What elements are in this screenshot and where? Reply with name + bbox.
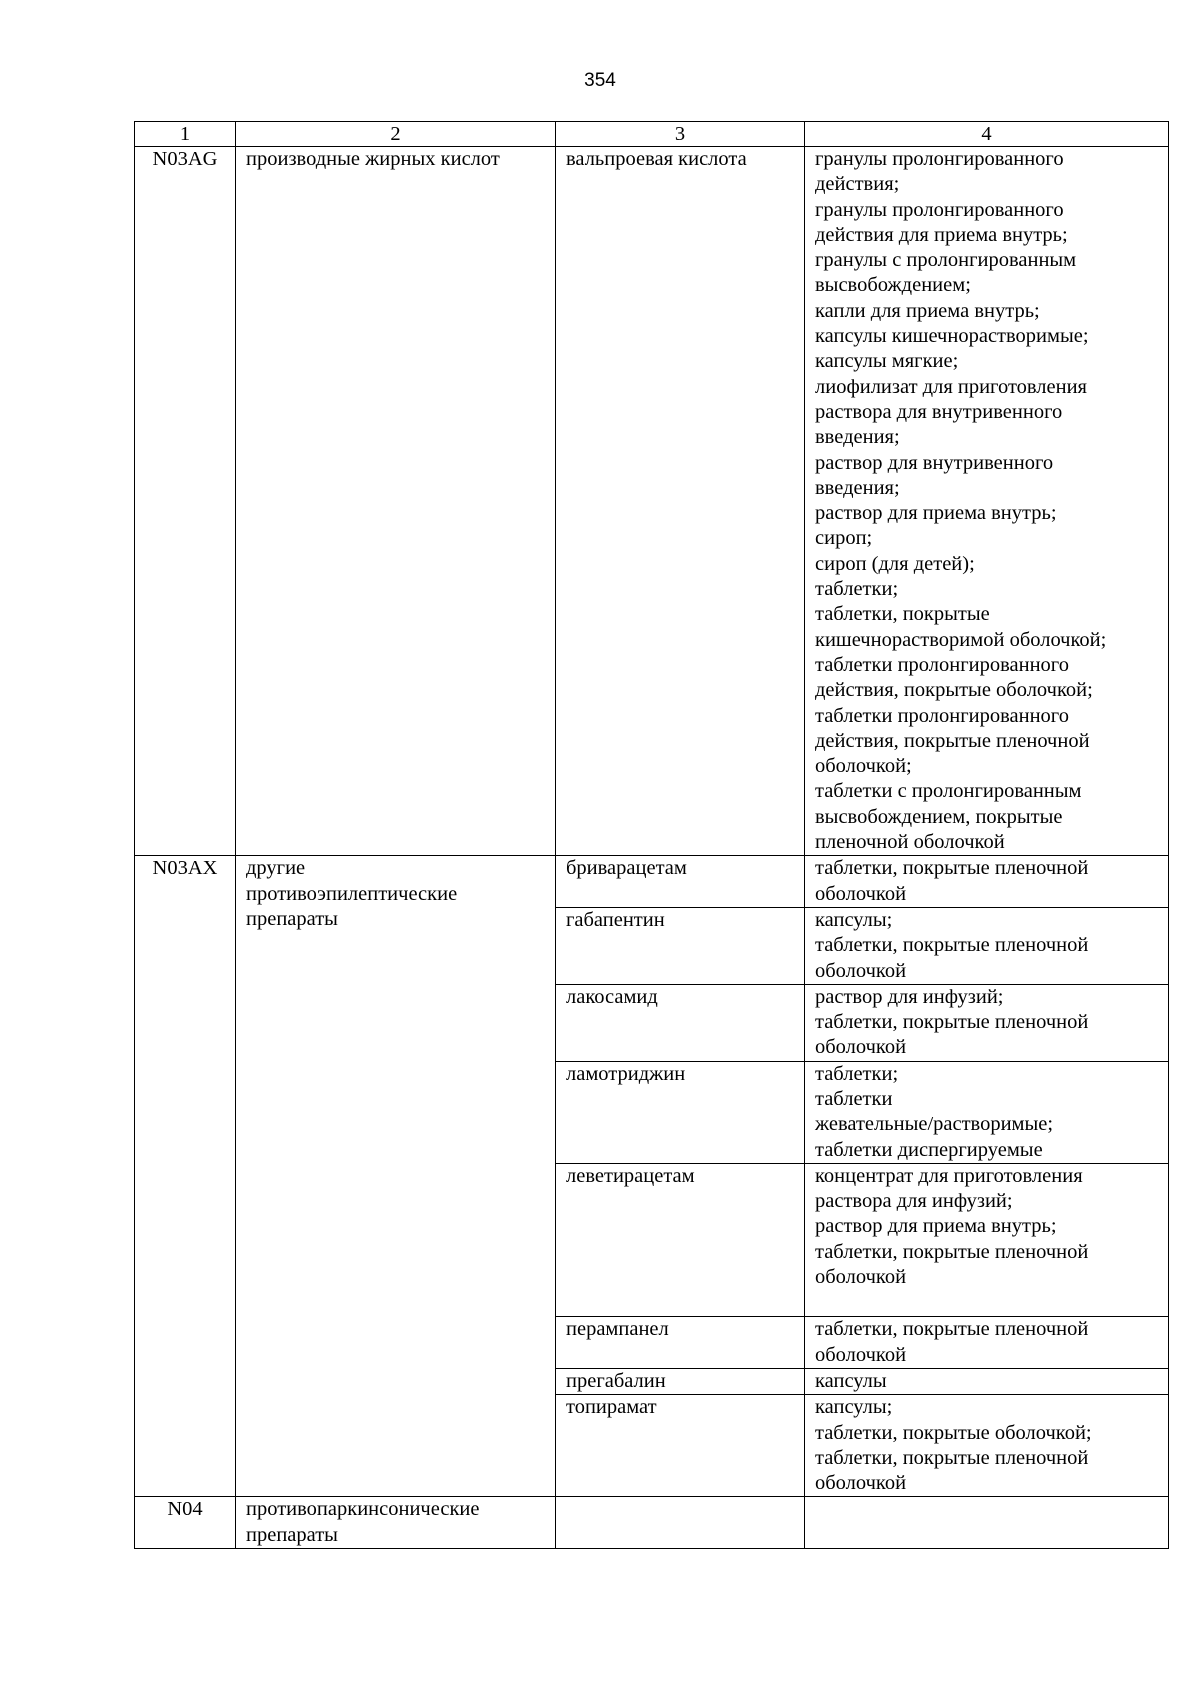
dosage-form-line: раствор для инфузий; (815, 985, 1004, 1008)
dosage-form-line: таблетки, покрытые пленочной (815, 934, 1089, 957)
dosage-form-line: капсулы мягкие; (815, 350, 959, 373)
dosage-form-line: таблетки с пролонгированным (815, 780, 1082, 803)
drug-name-cell: прегабалин (556, 1368, 805, 1394)
dosage-form-line: таблетки; (815, 578, 899, 601)
group-name-line: производные жирных кислот (246, 148, 500, 170)
group-name-cell (236, 147, 556, 856)
dosage-form-line: жевательные/растворимые; (815, 1113, 1054, 1136)
dosage-form-line: раствора для инфузий; (815, 1190, 1013, 1213)
dosage-form-line: сироп (для детей); (815, 552, 975, 575)
dosage-forms-cell (805, 856, 1169, 908)
group-name-cell (236, 1497, 556, 1549)
atc-code-cell: N03AX (135, 856, 236, 1497)
table-row (135, 1497, 1169, 1549)
dosage-forms-cell (805, 1163, 1169, 1316)
dosage-form-line: оболочкой (815, 1472, 907, 1495)
dosage-form-line: капсулы; (815, 1396, 893, 1419)
dosage-form-line: действия, покрытые пленочной (815, 729, 1090, 752)
group-name-cell (236, 856, 556, 1497)
dosage-form-line: сироп; (815, 527, 873, 550)
dosage-form-line: капли для приема внутрь; (815, 299, 1040, 322)
header-cell-3: 3 (556, 122, 805, 147)
table-row (135, 856, 1169, 908)
dosage-form-line: высвобождением, покрытые (815, 805, 1063, 828)
dosage-form-line: оболочкой (815, 959, 907, 982)
dosage-form-line: высвобождением; (815, 274, 971, 297)
dosage-forms-cell (805, 1395, 1169, 1497)
drug-name-cell: габапентин (556, 907, 805, 984)
table-row (135, 147, 1169, 856)
dosage-form-line: таблетки, покрытые пленочной (815, 857, 1089, 880)
dosage-forms-cell (805, 984, 1169, 1061)
dosage-form-line: оболочкой; (815, 755, 912, 778)
dosage-form-line: действия; (815, 173, 900, 196)
dosage-form-line: концентрат для приготовления (815, 1164, 1083, 1187)
dosage-form-line: введения; (815, 426, 900, 449)
drug-table (134, 121, 1169, 1549)
dosage-form-line: пленочной оболочкой (815, 831, 1005, 854)
header-cell-1: 1 (135, 122, 236, 147)
dosage-form-line: капсулы кишечнорастворимые; (815, 325, 1089, 348)
dosage-form-line: таблетки пролонгированного (815, 704, 1069, 727)
dosage-forms-cell (805, 147, 1169, 856)
dosage-form-line: гранулы с пролонгированным (815, 249, 1077, 272)
dosage-form-line: таблетки; (815, 1062, 899, 1085)
dosage-form-line: таблетки, покрытые (815, 603, 990, 626)
dosage-form-line: гранулы пролонгированного (815, 198, 1064, 221)
dosage-form-line: таблетки диспергируемые (815, 1138, 1043, 1161)
dosage-form-line: оболочкой (815, 1036, 907, 1059)
dosage-form-line: раствор для приема внутрь; (815, 502, 1057, 525)
dosage-form-line: раствор для внутривенного (815, 451, 1054, 474)
group-name-line: противопаркинсонические (246, 1498, 480, 1521)
drug-name-cell: леветирацетам (556, 1163, 805, 1316)
dosage-form-line: введения; (815, 476, 900, 499)
drug-name-cell: ламотриджин (556, 1061, 805, 1163)
dosage-form-line: действия для приема внутрь; (815, 223, 1068, 246)
drug-name-cell: бриварацетам (556, 856, 805, 908)
atc-code-cell: N03AG (135, 147, 236, 856)
dosage-forms-cell (805, 1317, 1169, 1369)
dosage-form-line: таблетки, покрытые оболочкой; (815, 1421, 1092, 1444)
page-number: 354 (584, 70, 616, 91)
dosage-form-line: таблетки, покрытые пленочной (815, 1011, 1089, 1034)
drug-name-cell (556, 1497, 805, 1549)
header-cell-2: 2 (236, 122, 556, 147)
dosage-forms-cell (805, 907, 1169, 984)
dosage-form-line: гранулы пролонгированного (815, 148, 1064, 170)
group-name-line: препараты (246, 1523, 338, 1546)
group-name-line: противоэпилептические (246, 882, 458, 905)
dosage-form-line: лиофилизат для приготовления (815, 375, 1087, 398)
dosage-form-line: оболочкой (815, 1343, 907, 1366)
dosage-forms-cell (805, 1061, 1169, 1163)
drug-name-cell: перампанел (556, 1317, 805, 1369)
group-name-line: препараты (246, 907, 338, 930)
drug-name-cell: вальпроевая кислота (556, 147, 805, 856)
group-name-line: другие (246, 857, 306, 880)
header-cell-4: 4 (805, 122, 1169, 147)
dosage-form-line: таблетки (815, 1087, 893, 1110)
dosage-form-line: капсулы (815, 1369, 887, 1392)
dosage-form-line: капсулы; (815, 908, 893, 931)
drug-name-cell: лакосамид (556, 984, 805, 1061)
dosage-form-line: раствора для внутривенного (815, 400, 1063, 423)
dosage-form-line: таблетки, покрытые пленочной (815, 1318, 1089, 1341)
dosage-form-line: таблетки, покрытые пленочной (815, 1446, 1089, 1469)
dosage-form-line: кишечнорастворимой оболочкой; (815, 628, 1107, 651)
dosage-forms-cell (805, 1497, 1169, 1549)
dosage-form-line: оболочкой (815, 1266, 907, 1289)
header-row (135, 122, 1169, 147)
drug-name-cell: топирамат (556, 1395, 805, 1497)
dosage-form-line: действия, покрытые оболочкой; (815, 679, 1093, 702)
dosage-form-line: таблетки, покрытые пленочной (815, 1240, 1089, 1263)
dosage-form-line: раствор для приема внутрь; (815, 1215, 1057, 1238)
atc-code-cell: N04 (135, 1497, 236, 1549)
dosage-forms-cell (805, 1368, 1169, 1394)
dosage-form-line: оболочкой (815, 882, 907, 905)
dosage-form-line: таблетки пролонгированного (815, 653, 1069, 676)
